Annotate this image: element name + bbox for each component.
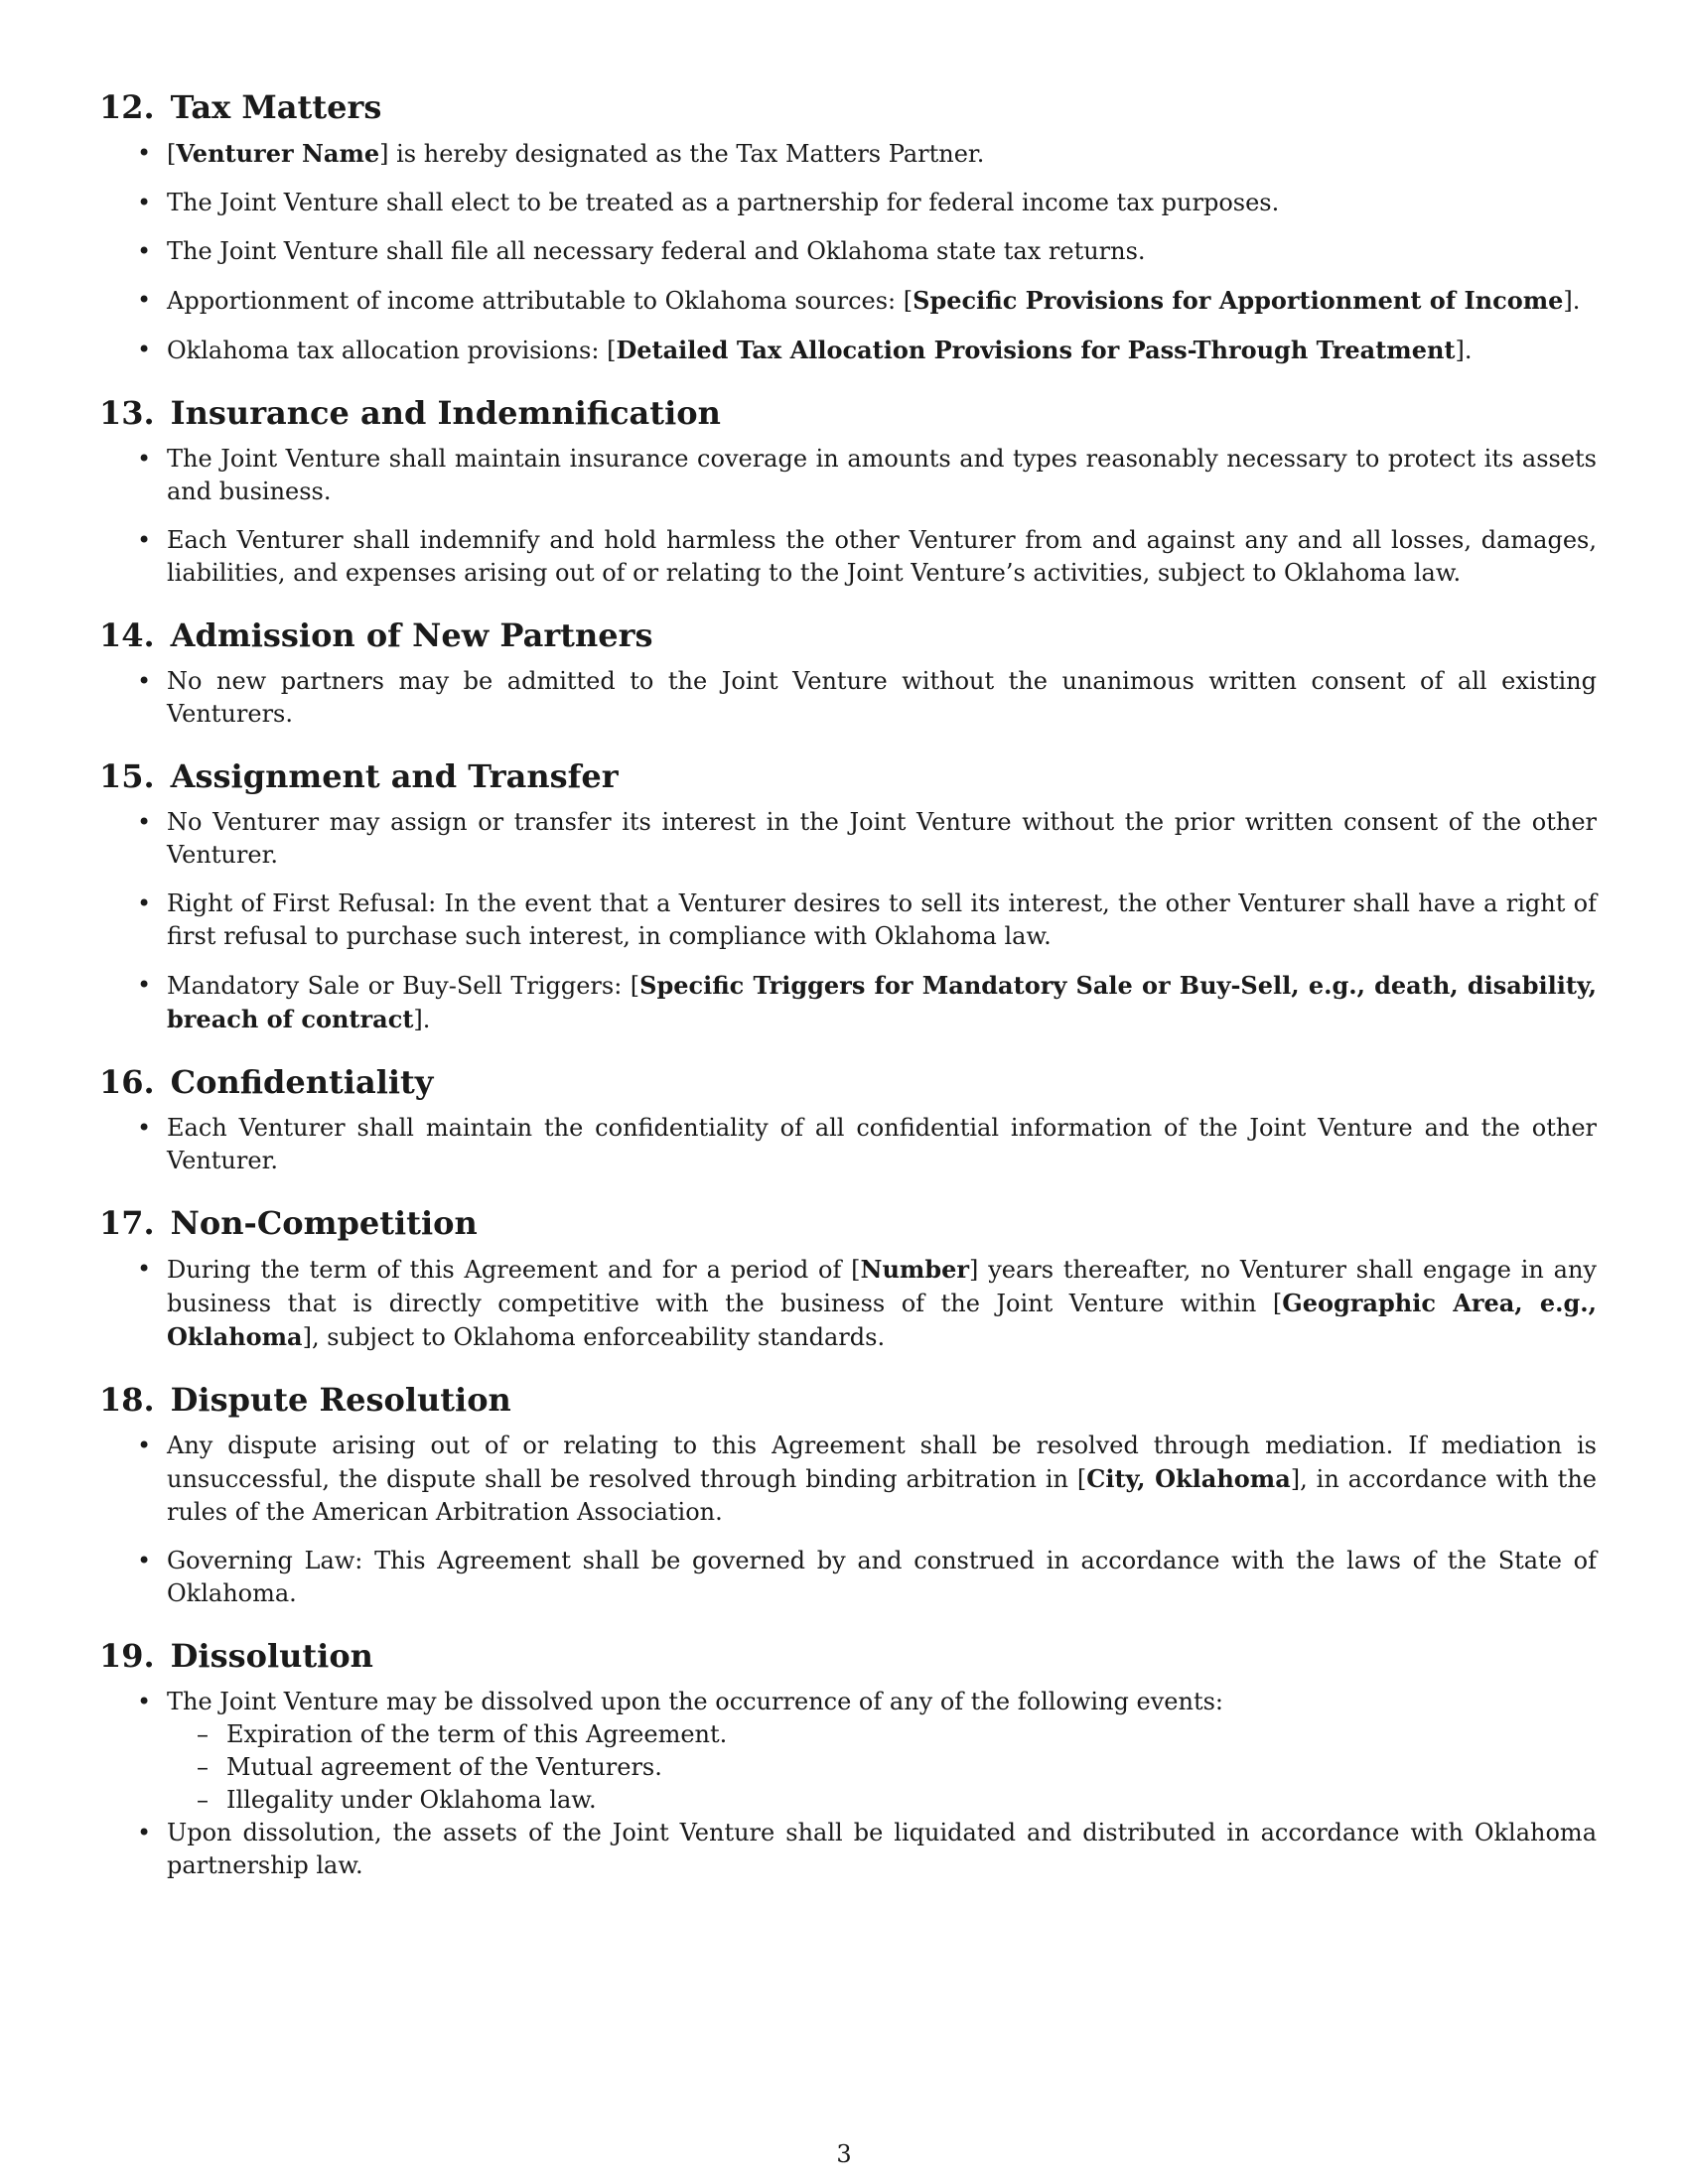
list-item: • Oklahoma tax allocation provisions: [Detailed Tax Allocation Provisions for Pass-Through Treatment].	[167, 334, 1597, 367]
section-17-non-competition	[99, 1203, 1597, 1354]
section-13-insurance-indemnification	[99, 393, 1597, 590]
section-number: 15.	[99, 757, 155, 795]
placeholder-field: Geographic Area, e.g., Oklahoma	[167, 1289, 1598, 1351]
section-title: Tax Matters	[170, 88, 382, 126]
list-item: • Each Venturer shall indemnify and hold harmless the other Venturer from and against any and all losses, damages, liabilities, and expenses arising out of or relating to the Joint Venture’s activities, subject to Oklahoma law.	[167, 524, 1597, 590]
placeholder-field: Number	[860, 1255, 970, 1284]
section-19-dissolution	[99, 1636, 1597, 1882]
placeholder-field: Venturer Name	[176, 139, 380, 168]
bullet-list	[99, 665, 1597, 731]
section-heading	[99, 756, 1597, 796]
section-heading	[99, 1380, 1597, 1420]
section-heading	[99, 1062, 1597, 1102]
section-15-assignment-transfer	[99, 756, 1597, 1036]
section-title: Admission of New Partners	[170, 616, 653, 654]
document-page	[99, 87, 1597, 1908]
bullet-list	[99, 1686, 1597, 1882]
section-number: 17.	[99, 1204, 155, 1242]
list-item: • Each Venturer shall maintain the confidentiality of all confidential information of the Joint Venture and the other Venturer.	[167, 1112, 1597, 1177]
list-item: • Governing Law: This Agreement shall be governed by and construed in accordance with the laws of the State of Oklahoma.	[167, 1545, 1597, 1610]
section-title: Assignment and Transfer	[170, 757, 619, 795]
section-12-tax-matters	[99, 87, 1597, 367]
section-number: 16.	[99, 1063, 155, 1101]
bullet-list	[99, 443, 1597, 590]
list-item: • The Joint Venture may be dissolved upon the occurrence of any of the following events: – Expiration of the term of this Agreement. – Mutual agreement of the Venturers. – Illegality under Oklahoma law.	[167, 1686, 1597, 1817]
sub-list-item: – Illegality under Oklahoma law.	[226, 1784, 1597, 1817]
section-title: Dissolution	[170, 1637, 373, 1675]
section-number: 19.	[99, 1637, 155, 1675]
list-item: • The Joint Venture shall elect to be treated as a partnership for federal income tax purposes.	[167, 187, 1597, 219]
section-number: 14.	[99, 616, 155, 654]
list-item: • Any dispute arising out of or relating to this Agreement shall be resolved through mediation. If mediation is unsuccessful, the dispute shall be resolved through binding arbitration in [City, Oklahoma], in accordance with the rules of the American Arbitration Association.	[167, 1430, 1597, 1529]
list-item: • Right of First Refusal: In the event that a Venturer desires to sell its interest, the other Venturer shall have a right of first refusal to purchase such interest, in compliance with Oklahoma law.	[167, 887, 1597, 953]
list-item: • The Joint Venture shall maintain insurance coverage in amounts and types reasonably necessary to protect its assets and business.	[167, 443, 1597, 508]
bullet-list	[99, 806, 1597, 1036]
list-item: • During the term of this Agreement and for a period of [Number] years thereafter, no Venturer shall engage in any business that is directly competitive with the business of the Joint Venture within [Geographic Area, e.g., Oklahoma], subject to Oklahoma enforceability standards.	[167, 1253, 1597, 1354]
placeholder-field: City, Oklahoma	[1086, 1464, 1291, 1493]
section-number: 13.	[99, 394, 155, 432]
placeholder-field: Detailed Tax Allocation Provisions for Pass-Through Treatment	[616, 336, 1456, 364]
bullet-list	[99, 137, 1597, 367]
section-16-confidentiality	[99, 1062, 1597, 1177]
list-item: • No new partners may be admitted to the Joint Venture without the unanimous written consent of all existing Venturers.	[167, 665, 1597, 731]
list-item: • Apportionment of income attributable to Oklahoma sources: [Specific Provisions for Apportionment of Income].	[167, 284, 1597, 318]
bullet-list	[99, 1112, 1597, 1177]
section-18-dispute-resolution	[99, 1380, 1597, 1610]
section-title: Confidentiality	[170, 1063, 434, 1101]
placeholder-field: Specific Triggers for Mandatory Sale or Buy-Sell, e.g., death, disability, breach of contract	[167, 971, 1597, 1033]
section-heading	[99, 1636, 1597, 1676]
page-number: 3	[836, 2140, 852, 2168]
sub-list-item: – Mutual agreement of the Venturers.	[226, 1751, 1597, 1784]
sub-list-item: – Expiration of the term of this Agreement.	[226, 1718, 1597, 1751]
section-number: 18.	[99, 1381, 155, 1419]
section-title: Insurance and Indemnification	[170, 394, 721, 432]
section-heading	[99, 1203, 1597, 1243]
section-title: Non-Competition	[170, 1204, 478, 1242]
list-item: • The Joint Venture shall file all necessary federal and Oklahoma state tax returns.	[167, 235, 1597, 268]
section-14-admission-new-partners	[99, 615, 1597, 731]
sub-list	[167, 1718, 1597, 1817]
section-number: 12.	[99, 88, 155, 126]
list-item: • No Venturer may assign or transfer its interest in the Joint Venture without the prior written consent of the other Venturer.	[167, 806, 1597, 872]
placeholder-field: Specific Provisions for Apportionment of Income	[913, 286, 1564, 315]
list-item: • Mandatory Sale or Buy-Sell Triggers: [Specific Triggers for Mandatory Sale or Buy-Sell, e.g., death, disability, breach of contract].	[167, 969, 1597, 1036]
list-item: • Upon dissolution, the assets of the Joint Venture shall be liquidated and distributed in accordance with Oklahoma partnership law.	[167, 1817, 1597, 1882]
list-item: • [Venturer Name] is hereby designated as the Tax Matters Partner.	[167, 137, 1597, 171]
bullet-list	[99, 1253, 1597, 1354]
section-title: Dispute Resolution	[170, 1381, 511, 1419]
section-heading	[99, 393, 1597, 433]
bullet-list	[99, 1430, 1597, 1610]
section-heading	[99, 615, 1597, 655]
section-heading	[99, 87, 1597, 127]
